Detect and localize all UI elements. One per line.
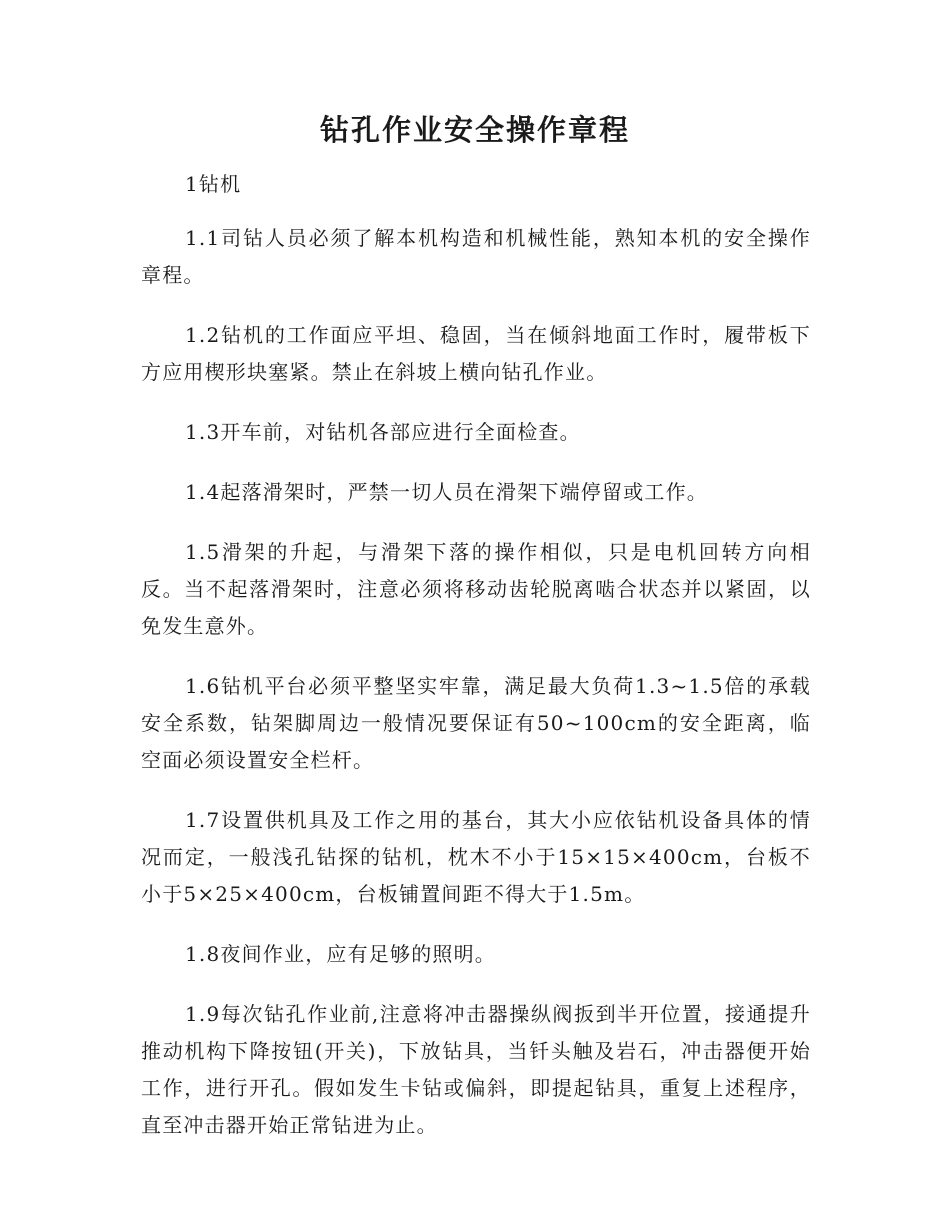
paragraph-1-6: 1.6钻机平台必须平整坚实牢靠，满足最大负荷1.3~1.5倍的承载安全系数，钻架脚周边一般情况要保证有50~100cm的安全距离，临空面必须设置安全栏杆。	[141, 674, 811, 772]
paragraph-1-2: 1.2钻机的工作面应平坦、稳固，当在倾斜地面工作时，履带板下方应用楔形块塞紧。禁止在斜坡上横向钻孔作业。	[141, 323, 811, 384]
document-title: 钻孔作业安全操作章程	[319, 113, 630, 147]
paragraph-1-1: 1.1司钻人员必须了解本机构造和机械性能，熟知本机的安全操作章程。	[141, 226, 811, 287]
paragraph-1-3: 1.3开车前，对钻机各部应进行全面检查。	[185, 420, 581, 444]
paragraph-1-9: 1.9每次钻孔作业前,注意将冲击器操纵阀扳到半开位置，接通提升推动机构下降按钮(开关)，下放钻具，当钎头触及岩石，冲击器便开始工作，进行开孔。假如发生卡钻或偏斜，即提起钻具，重复上述程序，直至冲击器开始正常钻进为止。	[141, 1002, 811, 1137]
paragraph-1-4: 1.4起落滑架时，严禁一切人员在滑架下端停留或工作。	[185, 480, 709, 504]
paragraph-1-7: 1.7设置供机具及工作之用的基台，其大小应依钻机设备具体的情况而定，一般浅孔钻探的钻机，枕木不小于15×15×400cm，台板不小于5×25×400cm，台板铺置间距不得大于1.5m。	[141, 808, 811, 906]
document-body	[141, 166, 811, 1167]
section-heading-drilling-rig: 1钻机	[185, 172, 242, 196]
paragraph-1-5: 1.5滑架的升起，与滑架下落的操作相似，只是电机回转方向相反。当不起落滑架时，注意必须将移动齿轮脱离啮合状态并以紧固，以免发生意外。	[141, 540, 811, 638]
paragraph-1-8: 1.8夜间作业，应有足够的照明。	[185, 942, 497, 966]
